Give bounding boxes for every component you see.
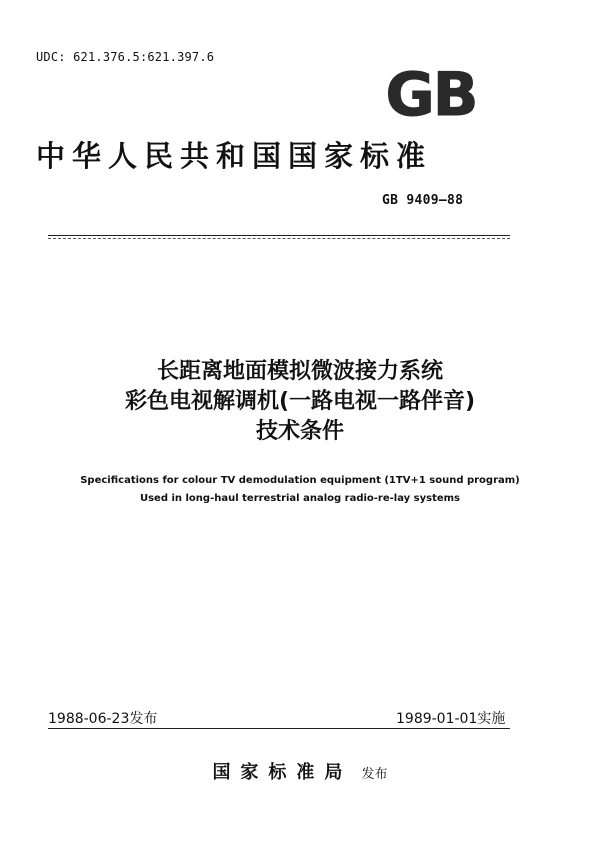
title-en-line-2: Used in long-haul terrestrial analog radio-re-lay systems — [139, 493, 461, 504]
publisher-org: 国家标准局 — [212, 762, 353, 783]
document-title-en — [0, 472, 600, 508]
publisher-action: 发布 — [361, 767, 388, 782]
issue-date: 1988-06-23发布 — [48, 711, 158, 727]
title-cn-line-1: 长距离地面模拟微波接力系统 — [156, 359, 443, 384]
udc-code: UDC: 621.376.5:621.397.6 — [36, 50, 215, 64]
header-divider-secondary — [48, 238, 510, 239]
title-en-line-1: Specifications for colour TV demodulation equipment (1TV+1 sound program) — [80, 475, 520, 486]
standard-category-title: 中华人民共和国国家标准 — [36, 139, 433, 173]
title-cn-line-3: 技术条件 — [255, 419, 344, 444]
standard-number: GB 9409—88 — [382, 193, 464, 208]
header-divider — [48, 235, 510, 236]
gb-logo — [376, 65, 486, 121]
gb-logo-text: GB — [385, 65, 477, 121]
footer-divider — [48, 728, 510, 729]
document-title-cn — [0, 357, 600, 447]
effective-date: 1989-01-01实施 — [396, 711, 506, 727]
publisher — [0, 758, 600, 784]
title-cn-line-2: 彩色电视解调机(一路电视一路伴音) — [124, 389, 476, 414]
